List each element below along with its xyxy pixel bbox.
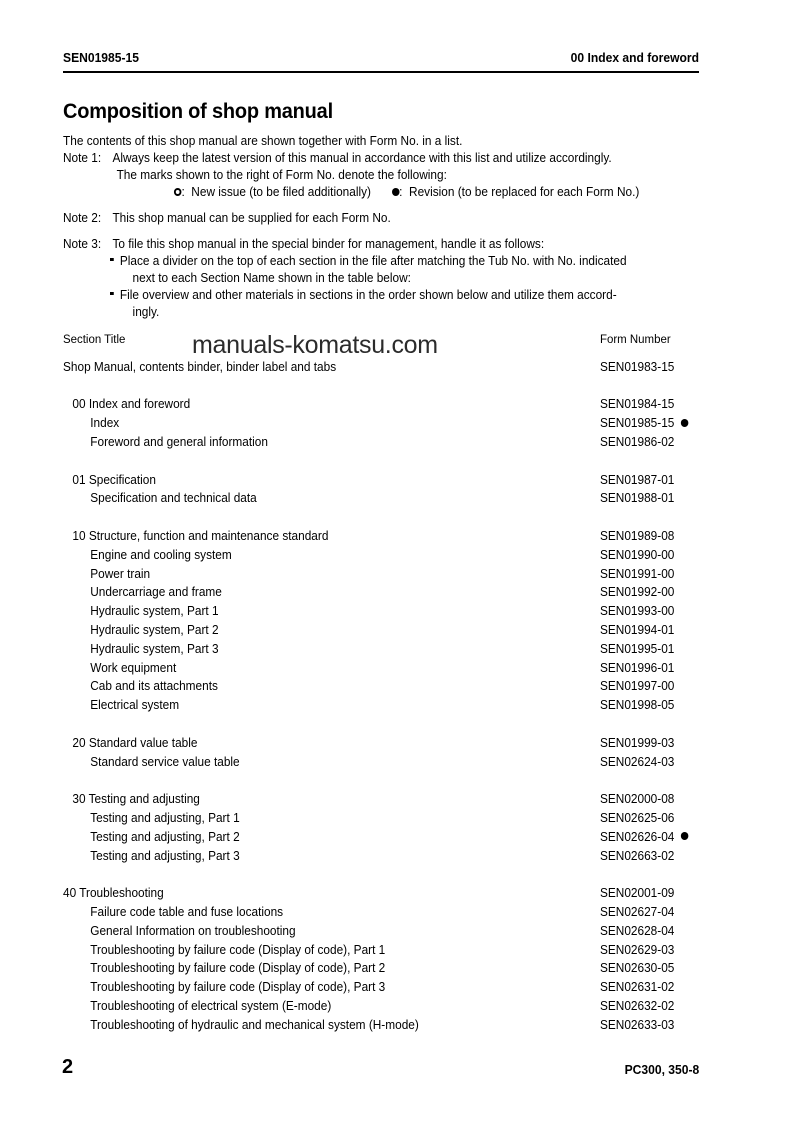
mark-legend: [63, 184, 674, 201]
row-form-number: SEN01990-00: [600, 547, 675, 562]
table-row-spacer: [63, 715, 713, 734]
note3-bullet-2-line-1: File overview and other materials in sections in the order shown below and utilize them accord-: [119, 288, 617, 302]
table-row[interactable]: [63, 809, 713, 828]
row-section-title: Standard service value table: [90, 754, 240, 769]
table-row[interactable]: [63, 414, 713, 433]
table-row[interactable]: [63, 583, 713, 602]
table-row[interactable]: [63, 621, 713, 640]
table-row[interactable]: [63, 790, 713, 809]
table-row[interactable]: [63, 677, 713, 696]
page-header: [63, 50, 699, 65]
row-section-title: Shop Manual, contents binder, binder label and tabs: [63, 359, 337, 374]
table-row[interactable]: [63, 828, 713, 847]
row-section-title: Engine and cooling system: [90, 547, 232, 562]
intro-lead: The contents of this shop manual are shown together with Form No. in a list.: [63, 134, 463, 148]
row-form-number: SEN02629-03: [600, 942, 675, 957]
table-row[interactable]: [63, 395, 713, 414]
table-row[interactable]: [63, 358, 713, 377]
table-row[interactable]: [63, 527, 713, 546]
row-form-number: SEN01992-00: [600, 585, 675, 600]
row-form-number: SEN01989-08: [600, 528, 675, 543]
note3-label: Note 3:: [63, 237, 102, 251]
row-form-number: SEN01983-15: [600, 359, 675, 374]
row-section-title: Troubleshooting of electrical system (E-mode): [90, 998, 332, 1013]
column-header-section-title: Section Title: [63, 332, 126, 346]
row-section-title: Hydraulic system, Part 3: [90, 641, 219, 656]
row-section-title: Testing and adjusting, Part 2: [90, 829, 240, 844]
table-row[interactable]: [63, 471, 713, 490]
table-row-spacer: [63, 508, 713, 527]
row-section-title: Troubleshooting by failure code (Display of code), Part 2: [90, 961, 386, 976]
row-section-title: 10 Structure, function and maintenance standard: [72, 528, 329, 543]
row-form-number: SEN02663-02: [600, 848, 675, 863]
row-section-title: Specification and technical data: [90, 491, 257, 506]
row-section-title: Troubleshooting by failure code (Display of code), Part 1: [90, 942, 386, 957]
row-form-number: SEN02626-04: [600, 828, 688, 847]
contents-table: [63, 330, 713, 1034]
document-code: SEN01985-15: [63, 50, 139, 65]
row-section-title: 20 Standard value table: [72, 735, 198, 750]
table-row[interactable]: [63, 978, 713, 997]
table-row[interactable]: [63, 941, 713, 960]
row-form-number: SEN02632-02: [600, 998, 675, 1013]
table-row[interactable]: [63, 489, 713, 508]
table-row[interactable]: [63, 640, 713, 659]
table-row-spacer: [63, 865, 713, 884]
legend-revision: : Revision (to be replaced for each Form No.): [399, 185, 640, 199]
row-form-number: SEN01998-05: [600, 698, 675, 713]
row-form-number: SEN01984-15: [600, 397, 675, 412]
table-row-spacer: [63, 377, 713, 396]
note1-label: Note 1:: [63, 151, 102, 165]
table-row[interactable]: [63, 1016, 713, 1035]
table-row[interactable]: [63, 903, 713, 922]
row-section-title: Testing and adjusting, Part 3: [90, 848, 240, 863]
note1-line1: Always keep the latest version of this manual in accordance with this list and utilize accordingly.: [112, 151, 612, 165]
header-divider: [63, 71, 699, 73]
row-section-title: Power train: [90, 566, 151, 581]
note3-line1: To file this shop manual in the special binder for management, handle it as follows:: [112, 237, 545, 251]
table-row[interactable]: [63, 753, 713, 772]
row-form-number: SEN02627-04: [600, 904, 675, 919]
row-section-title: 00 Index and foreword: [72, 397, 191, 412]
note3-bullet-1: [63, 253, 674, 270]
table-row[interactable]: [63, 433, 713, 452]
table-row[interactable]: [63, 659, 713, 678]
note3-bullet-1-line-2: next to each Section Name shown in the table below:: [132, 271, 411, 285]
revision-dot-icon: [681, 419, 689, 427]
row-form-number: SEN01995-01: [600, 641, 675, 656]
row-form-number: SEN02001-09: [600, 886, 675, 901]
row-section-title: Troubleshooting of hydraulic and mechanical system (H-mode): [90, 1017, 419, 1032]
intro-notes: [63, 133, 713, 321]
table-row[interactable]: [63, 546, 713, 565]
row-section-title: Foreword and general information: [90, 434, 268, 449]
table-row[interactable]: [63, 847, 713, 866]
table-row[interactable]: [63, 565, 713, 584]
row-section-title: 30 Testing and adjusting: [72, 792, 200, 807]
note1-row: [63, 150, 674, 167]
row-form-number: SEN02625-06: [600, 810, 675, 825]
legend-new-issue: : New issue (to be filed additionally): [181, 185, 371, 199]
row-form-number: SEN01987-01: [600, 472, 675, 487]
new-issue-circle-icon: [174, 188, 182, 196]
note3-row: [63, 236, 674, 253]
row-form-number: SEN01988-01: [600, 491, 675, 506]
row-section-title: Troubleshooting by failure code (Display of code), Part 3: [90, 980, 386, 995]
table-row-spacer: [63, 452, 713, 471]
note2-label: Note 2:: [63, 211, 102, 225]
watermark: manuals-komatsu.com: [192, 331, 438, 359]
row-section-title: Cab and its attachments: [90, 679, 218, 694]
footer-page-number: 2: [62, 1056, 74, 1078]
row-section-title: General Information on troubleshooting: [90, 923, 296, 938]
revision-dot-icon: [392, 188, 400, 196]
row-form-number: SEN01993-00: [600, 604, 675, 619]
note1-line2: The marks shown to the right of Form No. denote the following:: [116, 168, 447, 182]
table-row[interactable]: [63, 884, 713, 903]
row-section-title: Index: [90, 416, 120, 431]
table-row-spacer: [63, 771, 713, 790]
row-section-title: Undercarriage and frame: [90, 585, 222, 600]
header-section-title: 00 Index and foreword: [570, 50, 699, 65]
table-row[interactable]: [63, 696, 713, 715]
note3-bullet-1-line-1: Place a divider on the top of each section in the file after matching the Tub No. with No. indicated: [119, 254, 627, 268]
row-section-title: Hydraulic system, Part 1: [90, 604, 219, 619]
row-form-number: SEN01994-01: [600, 622, 675, 637]
row-form-number: SEN02628-04: [600, 923, 675, 938]
square-bullet-icon: [110, 292, 113, 296]
row-form-number: SEN01997-00: [600, 679, 675, 694]
row-form-number: SEN02630-05: [600, 961, 675, 976]
row-form-number: SEN01999-03: [600, 735, 675, 750]
footer-model: PC300, 350-8: [624, 1062, 699, 1077]
row-section-title: 01 Specification: [72, 472, 156, 487]
row-form-number: SEN01986-02: [600, 434, 675, 449]
row-section-title: 40 Troubleshooting: [63, 886, 164, 901]
row-section-title: Failure code table and fuse locations: [90, 904, 284, 919]
row-form-number: SEN02633-03: [600, 1017, 675, 1032]
row-form-number: SEN02631-02: [600, 980, 675, 995]
note3-bullet-2: [63, 287, 674, 304]
row-section-title: Hydraulic system, Part 2: [90, 622, 219, 637]
table-row[interactable]: [63, 602, 713, 621]
note2-row: [63, 210, 674, 227]
table-row[interactable]: [63, 734, 713, 753]
table-row[interactable]: [63, 922, 713, 941]
row-form-number: SEN01991-00: [600, 566, 675, 581]
table-row[interactable]: [63, 959, 713, 978]
row-section-title: Electrical system: [90, 698, 180, 713]
row-form-number: SEN01985-15: [600, 414, 688, 433]
row-section-title: Work equipment: [90, 660, 177, 675]
table-row[interactable]: [63, 997, 713, 1016]
column-header-form-number: Form Number: [600, 332, 671, 346]
row-form-number: SEN02000-08: [600, 792, 675, 807]
revision-dot-icon: [681, 832, 689, 840]
row-section-title: Testing and adjusting, Part 1: [90, 810, 240, 825]
table-rows-host: [63, 358, 713, 1035]
row-form-number: SEN01996-01: [600, 660, 675, 675]
square-bullet-icon: [110, 258, 113, 262]
note3-bullet-2-line-2: ingly.: [132, 305, 160, 319]
page-title: Composition of shop manual: [63, 100, 333, 123]
note2-line1: This shop manual can be supplied for each Form No.: [112, 211, 391, 225]
row-form-number: SEN02624-03: [600, 754, 675, 769]
